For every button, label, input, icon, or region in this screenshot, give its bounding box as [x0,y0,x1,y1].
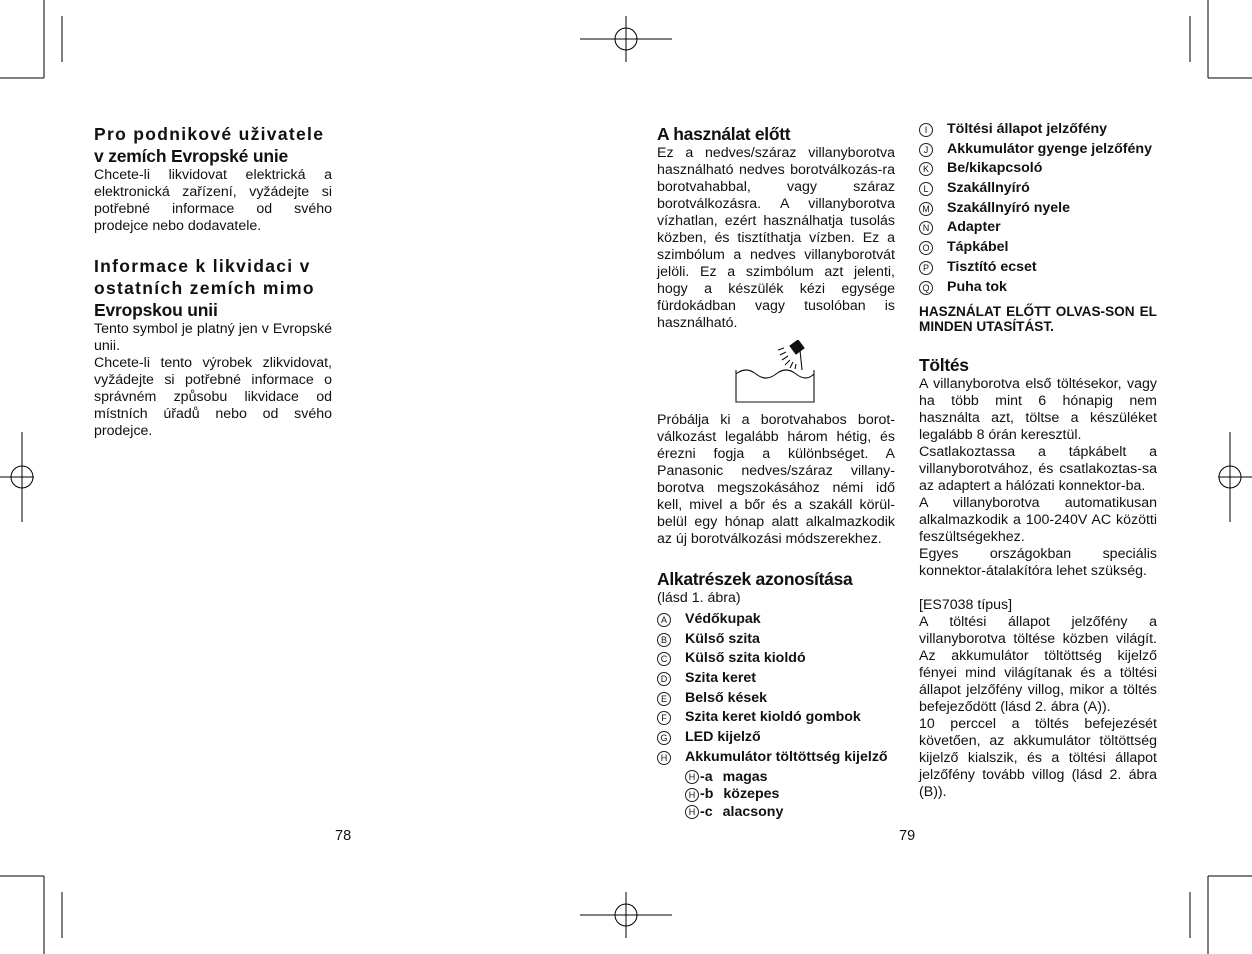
part-label: Adapter [947,219,1001,236]
part-marker: I [919,123,933,137]
part-item [919,219,1157,239]
part-item [657,650,895,670]
part-item [919,160,1157,180]
part-label: magas [722,768,768,785]
section-body-disposal-2: Chcete-li tento výrobek zlikvidovat, vyžádejte si potřebné informace o správném způsobu likvidace od místních úřadů nebo od svého prodejce. [94,355,332,439]
part-marker: E [657,692,671,706]
part-marker: D [657,672,671,686]
part-item [657,611,895,631]
part-suffix: -c [700,803,713,820]
part-label: Akkumulátor töltöttség kijelző [685,748,888,765]
part-label: Szakállnyíró [947,180,1030,197]
part-label: alacsony [722,803,784,820]
part-marker: H [685,788,699,802]
part-subitem [685,786,895,804]
part-marker: M [919,202,933,216]
right-column-2 [919,121,1157,801]
part-marker: F [657,711,671,725]
charging-body-2: Csatlakoztassa a tápkábelt a villanyborotvához, és csatlakoztas-sa az adaptert a hálózati konnektor-ba. [919,444,1157,495]
right-column-1 [657,123,895,821]
part-item [657,690,895,710]
part-label: Külső szita [685,630,760,647]
warning-read-instructions: HASZNÁLAT ELŐTT OLVAS-SON EL MINDEN UTASÍTÁST. [919,304,1157,335]
part-marker: H [685,770,699,784]
charging-body-3: A villanyborotva automatikusan alkalmazkodik a 100-240V AC közötti feszültségekhez. [919,495,1157,546]
part-label: Szita keret kioldó gombok [685,709,861,726]
charging-body-6: 10 perccel a töltés befejezését követően, az akkumulátor töltöttség kijelző kialszik, és a töltési állapot jelzőfény tovább villog (lásd 2. ábra (B)). [919,716,1157,801]
part-label: Szita keret [685,670,756,687]
part-marker: C [657,652,671,666]
part-item [657,729,895,749]
part-item [919,279,1157,299]
part-suffix: -b [700,786,714,803]
part-item [657,631,895,651]
section-body-business-eu: Chcete-li likvidovat elektrická a elektronická zařízení, vyžádejte si potřebné informace od svého prodejce nebo dodavatele. [94,167,332,234]
part-marker: P [919,261,933,275]
page-number-right: 79 [899,828,916,844]
part-item [657,670,895,690]
section-body-disposal-1: Tento symbol je platný jen v Evropské unii. [94,321,332,354]
part-marker: G [657,731,671,745]
parts-sublist [685,769,895,822]
part-label: Be/kikapcsoló [947,160,1043,177]
section-title-business-eu: Pro podnikové uživatele v zemích Evropské unie [94,124,325,166]
shower-bath-icon [734,340,818,406]
left-column [94,123,332,440]
section-title-disposal-non-eu: Informace k likvidaci v ostatních zemích mimo Evropskou unii [94,256,315,320]
part-marker: B [657,633,671,647]
section-title-before-use: A használat előtt [657,124,791,144]
part-label: Töltési állapot jelzőfény [947,121,1108,137]
before-use-body-2: Próbálja ki a borotvahabos borot-válkozást legalább három hétig, és érezni fogja a különbséget. A Panasonic nedves/száraz villany-borotva megszokásához némi idő kell, mivel a bőr és a szakáll körül-belül egy hónap alatt alkalmazkodik az új borotválkozási módszerekhez. [657,412,895,547]
part-marker: N [919,221,933,235]
part-marker: K [919,162,933,176]
part-label: LED kijelző [685,729,761,746]
part-item [919,200,1157,220]
page-number-left: 78 [335,828,352,844]
charging-body-4: Egyes országokban speciális konnektor-átalakítóra lehet szükség. [919,546,1157,580]
part-item [919,259,1157,279]
part-item [919,180,1157,200]
part-item [919,239,1157,259]
part-label: Szakállnyíró nyele [947,199,1071,216]
part-item [919,141,1157,161]
parts-list-continued [919,121,1157,298]
part-marker: L [919,182,933,196]
part-label: Külső szita kioldó [685,650,806,667]
section-title-parts: Alkatrészek azonosítása [657,569,853,589]
section-title-charging: Töltés [919,355,969,376]
part-marker: H [685,805,699,819]
part-label: Akkumulátor gyenge jelzőfény [947,140,1152,157]
part-suffix: -a [700,768,713,785]
symbol-container [657,340,895,406]
part-label: Puha tok [947,278,1007,295]
part-marker: O [919,241,933,255]
before-use-body-1: Ez a nedves/száraz villanyborotva használható nedves borotválkozás-ra borotvahabbal, vagy száraz borotválkozásra. A villanyborotva vízhatlan, ezért használhatja tusolás közben, és tisztíthatja vízben. Ez a szimbólum a nedves villanyborotvát jelöli. Ez a szimbólum azt jelenti, hogy a készülék kézi egysége fürdokádban vagy tusolóban is használható. [657,145,895,331]
part-label: Tisztító ecset [947,258,1037,275]
part-item [657,749,895,769]
charging-model: [ES7038 típus] [919,597,1013,614]
charging-body-1: A villanyborotva első töltésekor, vagy ha több mint 6 hónapig nem használta azt, töltse a készüléket legalább 8 órán keresztül. [919,376,1157,444]
parts-subtitle: (lásd 1. ábra) [657,590,741,606]
part-label: Belső kések [685,689,768,706]
part-subitem [685,804,895,822]
part-label: Védőkupak [685,611,761,627]
part-item [919,121,1157,141]
parts-list [657,611,895,769]
part-marker: Q [919,281,933,295]
part-label: közepes [723,786,780,803]
part-label: Tápkábel [947,239,1009,256]
part-subitem [685,769,895,787]
part-item [657,709,895,729]
part-marker: J [919,143,933,157]
charging-body-5: A töltési állapot jelzőfény a villanyborotva töltése közben világít. Az akkumulátor töltöttség kijelző fényei mind világítanak és a töltési állapot jelzőfény villog, mikor a töltés befejeződött (lásd 2. ábra (A)). [919,614,1157,716]
part-marker: A [657,613,671,627]
part-marker: H [657,751,671,765]
